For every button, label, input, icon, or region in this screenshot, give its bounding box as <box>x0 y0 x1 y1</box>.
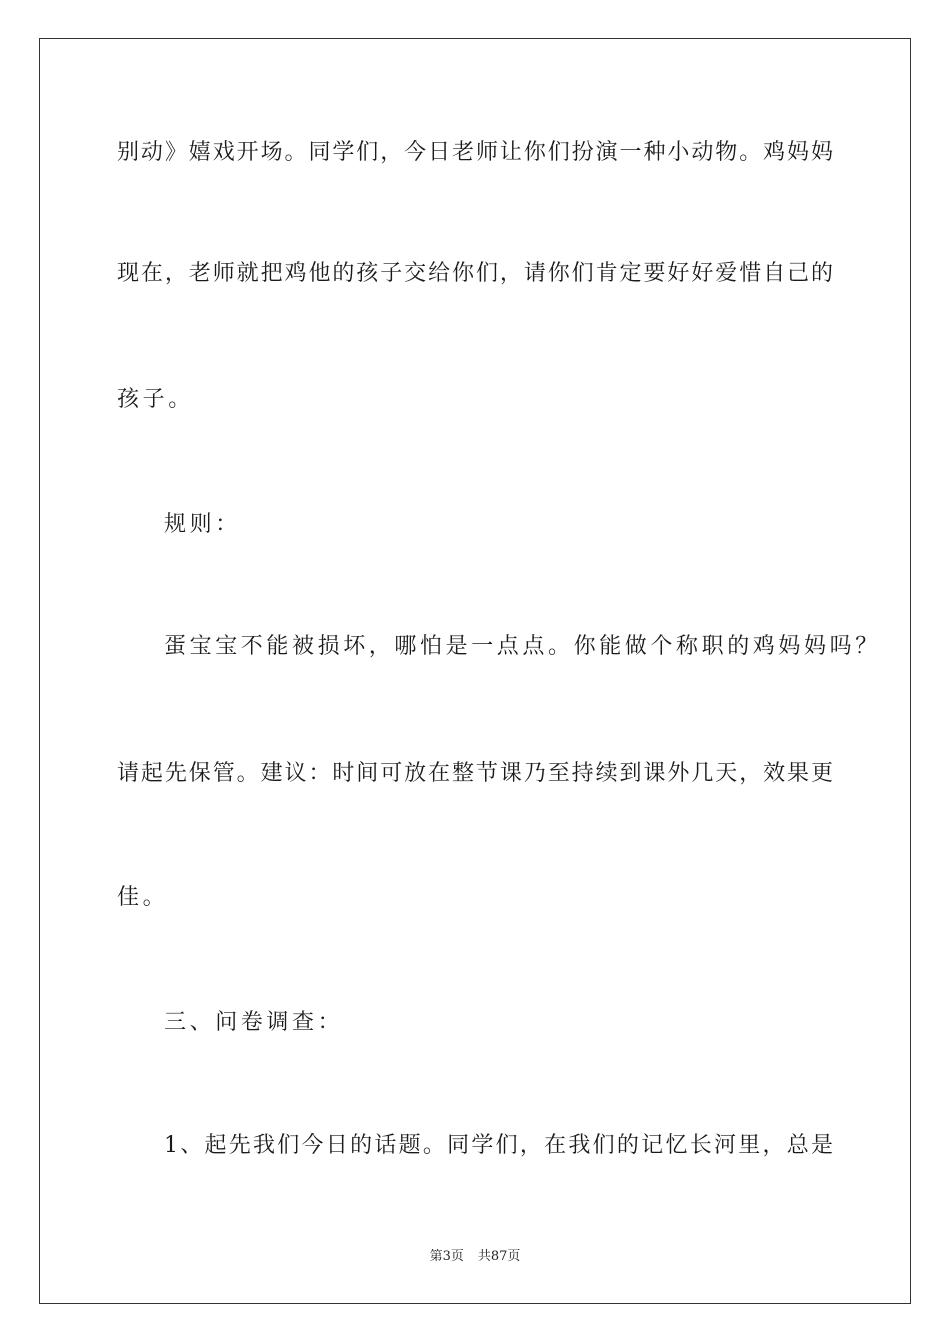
section-heading: 三、问卷调查： <box>164 1010 344 1035</box>
page-footer <box>0 1248 950 1266</box>
text-line-3: 孩子。 <box>117 387 194 412</box>
page-number: 第3页 <box>429 1249 464 1264</box>
text-line-1: 别动》嬉戏开场。同学们，今日老师让你们扮演一种小动物。鸡妈妈 <box>117 140 833 165</box>
text-line-9: 1、起先我们今日的话题。同学们，在我们的记忆长河里，总是 <box>164 1133 833 1158</box>
rules-heading: 规则： <box>164 512 241 537</box>
text-line-5: 蛋宝宝不能被损坏，哪怕是一点点。你能做个称职的鸡妈妈吗？ <box>164 634 881 659</box>
page-total: 共87页 <box>477 1249 521 1264</box>
text-line-2: 现在，老师就把鸡他的孩子交给你们，请你们肯定要好好爱惜自己的 <box>117 261 833 286</box>
page-border <box>39 38 911 1304</box>
text-line-6: 请起先保管。建议：时间可放在整节课乃至持续到课外几天，效果更 <box>117 761 833 786</box>
text-line-7: 佳。 <box>117 885 169 910</box>
